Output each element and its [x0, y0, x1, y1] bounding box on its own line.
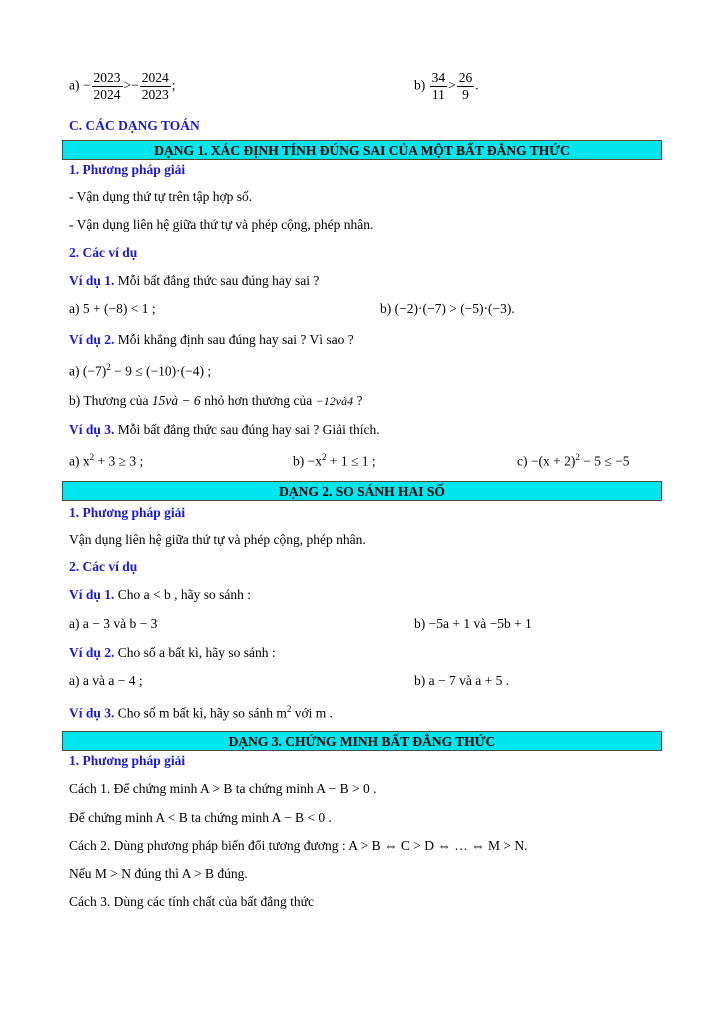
dang2-examples-title: 2. Các ví dụ — [69, 559, 138, 574]
math: 15và − 6 — [151, 393, 201, 408]
dang2-ex2 — [69, 645, 276, 661]
expr: + 1 ≤ 1 ; — [326, 453, 376, 469]
denominator: 2023 — [141, 87, 169, 102]
numerator: 2024 — [141, 70, 169, 85]
dang1-ex1 — [69, 273, 319, 289]
dang2-ex2-a: a) a và a − 4 ; — [69, 673, 143, 688]
example-text: Mỗi bất đẳng thức sau đúng hay sai ? Giải thích. — [114, 422, 380, 437]
numerator: 26 — [458, 70, 473, 85]
dang3-cach2b: Nếu M > N đúng thì A > B đúng. — [69, 866, 248, 881]
fraction — [457, 70, 475, 103]
example-label: Ví dụ 3. — [69, 705, 115, 721]
dang1-banner: DẠNG 1. XÁC ĐỊNH TÍNH ĐÚNG SAI CỦA MỘT BẤT ĐẲNG THỨC — [62, 140, 662, 160]
minus-sign: − — [82, 77, 91, 93]
terminator: ; — [171, 77, 176, 93]
section-heading: C. CÁC DẠNG TOÁN — [69, 118, 200, 133]
dang2-ex3 — [69, 704, 333, 722]
denominator: 2024 — [93, 87, 121, 102]
example-text: với m . — [291, 705, 334, 721]
dang1-method-title: 1. Phương pháp giải — [69, 162, 186, 177]
dang2-ex2-b: b) a − 7 và a + 5 . — [414, 673, 510, 688]
dang3-banner: DẠNG 3. CHỨNG MINH BẤT ĐẲNG THỨC — [62, 731, 662, 751]
dang1-method-2: - Vận dụng liên hệ giữa thứ tự và phép cộng, phép nhân. — [69, 217, 374, 232]
dang1-ex2 — [69, 332, 354, 348]
example-label: Ví dụ 3. — [69, 422, 115, 437]
exponent: 2 — [575, 452, 580, 462]
example-label: Ví dụ 2. — [69, 332, 115, 347]
dang1-ex2-b — [69, 393, 362, 409]
text: b) Thương của — [69, 393, 152, 408]
intro-b — [414, 70, 479, 103]
example-label: Ví dụ 2. — [69, 645, 115, 660]
expr: b) −x — [293, 453, 322, 469]
example-text: Cho số a bất kì, hãy so sánh : — [114, 645, 276, 660]
intro-a — [69, 70, 176, 103]
dang1-ex3-a — [69, 452, 143, 470]
operator: >− — [123, 77, 139, 93]
dang1-examples-title: 2. Các ví dụ — [69, 245, 138, 260]
dang1-ex3-c — [517, 452, 629, 470]
fraction — [140, 70, 171, 103]
example-text: Mỗi bất đẳng thức sau đúng hay sai ? — [114, 273, 320, 288]
intro-a-label: a) — [69, 77, 80, 93]
intro-b-label: b) — [414, 77, 426, 93]
numerator: 2023 — [93, 70, 121, 85]
operator: > — [448, 77, 456, 93]
dang1-ex1-b: b) (−2)·(−7) > (−5)·(−3). — [380, 301, 515, 316]
denominator: 11 — [431, 87, 445, 102]
expr: a) (−7) — [69, 363, 107, 379]
exponent: 2 — [89, 452, 95, 462]
example-text: Mỗi khẳng định sau đúng hay sai ? Vì sao ? — [114, 332, 354, 347]
example-label: Ví dụ 1. — [69, 273, 115, 288]
dang2-ex1-a: a) a − 3 và b − 3 — [69, 616, 158, 631]
numerator: 34 — [431, 70, 446, 85]
dang2-banner: DẠNG 2. SO SÁNH HAI SỐ — [62, 481, 662, 501]
expr: − 5 ≤ −5 — [579, 453, 630, 469]
dang1-ex1-a: a) 5 + (−8) < 1 ; — [69, 301, 156, 316]
fraction — [92, 70, 123, 103]
fraction — [430, 70, 448, 103]
dang2-method-1: Vận dụng liên hệ giữa thứ tự và phép cộng, phép nhân. — [69, 532, 366, 547]
math: −12và4 — [315, 394, 354, 408]
example-text: Cho a < b , hãy so sánh : — [114, 587, 252, 602]
dang1-method-1: - Vận dụng thứ tự trên tập hợp số. — [69, 189, 253, 204]
dang2-method-title: 1. Phương pháp giải — [69, 505, 186, 520]
denominator: 9 — [462, 87, 469, 102]
terminator: . — [475, 77, 479, 93]
dang1-ex3 — [69, 422, 380, 438]
exponent: 2 — [286, 704, 292, 714]
text: ? — [353, 393, 363, 408]
expr: a) x — [69, 453, 90, 469]
example-text: Cho số m bất kì, hãy so sánh m — [114, 705, 287, 721]
dang3-cach1: Cách 1. Để chứng minh A > B ta chứng minh A − B > 0 . — [69, 781, 377, 796]
expr: + 3 ≥ 3 ; — [94, 453, 144, 469]
dang3-cach2: Cách 2. Dùng phương pháp biến đổi tương đương : A > B ⇔ C > D ⇔ … ⇔ M > N. — [69, 838, 528, 853]
dang3-method-title: 1. Phương pháp giải — [69, 753, 186, 768]
dang3-cach3: Cách 3. Dùng các tính chất của bất đẳng thức — [69, 894, 314, 909]
exponent: 2 — [321, 452, 327, 462]
example-label: Ví dụ 1. — [69, 587, 115, 602]
text: nhỏ hơn thương của — [200, 393, 316, 408]
expr: − 9 ≤ (−10)·(−4) ; — [110, 363, 212, 379]
dang2-ex1 — [69, 587, 251, 603]
exponent: 2 — [106, 362, 111, 372]
dang3-cach1b: Để chứng minh A < B ta chứng minh A − B < 0 . — [69, 810, 332, 825]
dang1-ex3-b — [293, 452, 376, 470]
dang2-ex1-b: b) −5a + 1 và −5b + 1 — [414, 616, 532, 631]
expr: c) −(x + 2) — [517, 453, 576, 469]
dang1-ex2-a — [69, 362, 211, 380]
